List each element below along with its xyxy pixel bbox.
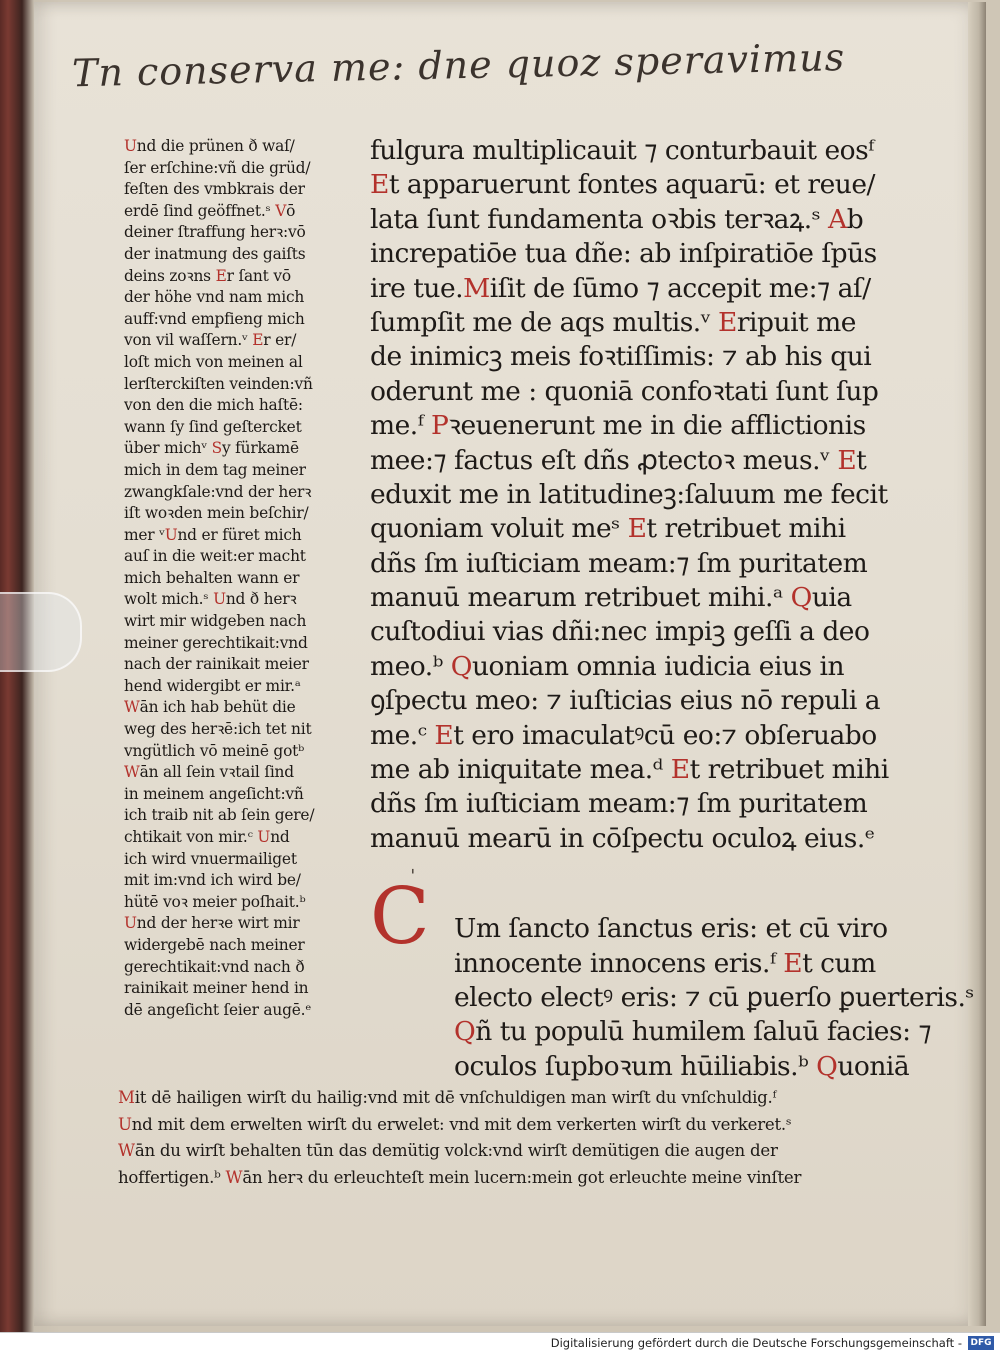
text-run: wirt mir widgeben nach bbox=[124, 612, 307, 631]
text-run: ān ich hab behüt die bbox=[139, 698, 296, 717]
text-run: nd er füret mich bbox=[177, 525, 302, 544]
text-run: ich traib nit ab ſein gere/ bbox=[124, 806, 315, 825]
text-run: ō bbox=[286, 201, 296, 220]
text-run: ān herꝛ du erleuchteſt mein lucern:mein got erleuchte meine vinſter bbox=[242, 1167, 802, 1187]
rubric-letter: E bbox=[670, 754, 690, 786]
text-run: vngütlich vō meinē gotᵇ bbox=[124, 741, 305, 760]
text-run: über michᵛ bbox=[124, 439, 212, 458]
indented-block bbox=[370, 912, 974, 1084]
text-run: iſit de ſūmo ⁊ accepit me:⁊ aſ/ bbox=[489, 272, 871, 304]
text-line bbox=[370, 787, 890, 821]
text-run: r ſant vō bbox=[226, 266, 291, 285]
page-edge bbox=[968, 2, 986, 1326]
text-line bbox=[124, 913, 359, 935]
section-gap bbox=[370, 856, 890, 912]
text-run: von den die mich haſtē: bbox=[124, 396, 303, 415]
text-line bbox=[124, 309, 359, 331]
text-line bbox=[370, 753, 890, 787]
text-run: wann ſy ſind geſtercket bbox=[124, 417, 302, 436]
text-line bbox=[124, 158, 359, 180]
text-run: fulgura multiplicauit ⁊ conturbauit eosᶠ bbox=[370, 135, 874, 166]
text-run: t retribuet mihi bbox=[646, 513, 846, 545]
rubric-letter: Q bbox=[790, 582, 812, 614]
text-line bbox=[454, 912, 890, 946]
text-run: ān all ſein vꝛtail ſind bbox=[139, 763, 294, 782]
text-line bbox=[124, 633, 359, 655]
text-run: ire tue. bbox=[370, 272, 464, 304]
rubric-letter: V bbox=[275, 201, 287, 220]
text-run: increpatiōe tua dñe: ab inſpiratiōe ſpūs bbox=[370, 238, 877, 270]
text-run: ſer erſchine:vñ die grüd/ bbox=[124, 158, 311, 177]
text-line bbox=[124, 805, 359, 827]
rubric-letter: E bbox=[215, 266, 227, 285]
text-run: mich in dem tag meiner bbox=[124, 460, 306, 479]
text-line bbox=[124, 978, 359, 1000]
rubric-letter: E bbox=[434, 719, 454, 751]
text-line bbox=[124, 741, 359, 763]
text-line bbox=[124, 827, 359, 849]
text-run: loſt mich von meinen al bbox=[124, 352, 303, 371]
rubric-letter: E bbox=[837, 444, 857, 476]
text-run: mit im:vnd ich wird be/ bbox=[124, 871, 301, 890]
text-line bbox=[370, 375, 890, 409]
text-run: t ero imaculatꝰcū eo:⁊ obſeruabo bbox=[453, 719, 877, 751]
text-run: quoniam voluit meˢ bbox=[370, 513, 628, 545]
text-run: y fürkamē bbox=[221, 439, 299, 458]
text-line bbox=[124, 568, 359, 590]
text-run: auſ in die weit:er macht bbox=[124, 547, 306, 566]
german-bottom-lines bbox=[118, 1085, 898, 1191]
text-line bbox=[118, 1112, 898, 1139]
funding-note: Digitalisierung gefördert durch die Deutsche Forschungsgemeinschaft - bbox=[550, 1336, 962, 1350]
text-line bbox=[124, 482, 359, 504]
text-line bbox=[370, 237, 890, 271]
text-line bbox=[124, 417, 359, 439]
text-run: nd bbox=[270, 828, 290, 846]
text-run: me ab iniquitate mea.ᵈ bbox=[370, 754, 671, 786]
text-run: hoffertigen.ᵇ bbox=[118, 1167, 226, 1187]
rubric-letter: E bbox=[370, 169, 389, 201]
rubric-letter: U bbox=[118, 1114, 132, 1134]
ink-mark: ˌ bbox=[410, 852, 416, 876]
rubric-letter: U bbox=[124, 137, 137, 155]
text-run: der höhe vnd nam mich bbox=[124, 288, 305, 307]
text-run: uia bbox=[811, 582, 852, 614]
latin-column bbox=[370, 134, 974, 1084]
text-run: gerechtikait:vnd nach ð bbox=[124, 957, 305, 976]
text-run: ꝯſpectu meo: ⁊ iuſticias eius nō repuli a bbox=[370, 685, 881, 717]
text-run: lerſterckiſten veinden:vñ bbox=[124, 374, 313, 393]
text-run: von vil waſſern.ᵛ bbox=[124, 331, 253, 350]
text-line bbox=[124, 460, 359, 482]
rubric-letter: M bbox=[463, 272, 490, 304]
text-run: dñs ſm iuſticiam meam:⁊ ſm puritatem bbox=[370, 547, 868, 579]
rubric-letter: E bbox=[252, 331, 264, 350]
text-run: it dē hailigen wirſt du hailig:vnd mit dē vnſchuldigen man wirſt du vnſchuldig.ᶠ bbox=[134, 1088, 777, 1107]
text-line bbox=[124, 957, 359, 979]
text-line bbox=[124, 849, 359, 871]
text-line bbox=[370, 822, 890, 856]
rubric-letter: A bbox=[828, 203, 847, 235]
text-line bbox=[370, 168, 890, 202]
page-clip bbox=[0, 592, 82, 672]
text-run: hütē voꝛ meier poſhait.ᵇ bbox=[124, 892, 306, 911]
text-line bbox=[124, 697, 359, 719]
rubric-letter: E bbox=[627, 513, 647, 545]
text-line bbox=[124, 546, 359, 568]
text-line bbox=[124, 287, 359, 309]
rubric-letter: Q bbox=[450, 650, 472, 682]
text-line bbox=[370, 581, 890, 615]
text-run: iſt woꝛden mein beſchir/ bbox=[124, 504, 309, 523]
text-line bbox=[124, 719, 359, 741]
text-run: t retribuet mihi bbox=[689, 754, 889, 786]
text-line bbox=[124, 266, 359, 288]
text-line bbox=[454, 947, 890, 981]
text-line bbox=[124, 244, 359, 266]
text-run: oculos ſupboꝛum hūiliabis.ᵇ bbox=[454, 1050, 817, 1082]
rubric-letter: U bbox=[164, 525, 178, 544]
text-line bbox=[370, 203, 890, 237]
text-line bbox=[124, 935, 359, 957]
text-line bbox=[124, 870, 359, 892]
text-run: dñs ſm iuſticiam meam:⁊ ſm puritatem bbox=[370, 788, 868, 820]
text-line bbox=[370, 684, 890, 718]
text-run: meiner gerechtikait:vnd bbox=[124, 633, 308, 652]
text-run: ripuit me bbox=[736, 306, 856, 338]
text-run: manuū mearum retribuet mihi.ᵃ bbox=[370, 582, 791, 614]
text-line bbox=[124, 222, 359, 244]
text-line bbox=[370, 650, 890, 684]
rubric-letter: U bbox=[257, 828, 271, 846]
text-run: hend widergibt er mir.ᵃ bbox=[124, 676, 301, 695]
text-run: dē angeſicht ſeier augē.ᵉ bbox=[124, 1000, 312, 1019]
text-run: deins zoꝛns bbox=[124, 266, 216, 285]
german-column bbox=[124, 136, 359, 1021]
text-line bbox=[370, 272, 890, 306]
rubric-letter: U bbox=[124, 914, 137, 933]
text-run: ñ tu populū humilem ſaluū facies: ⁊ bbox=[475, 1016, 932, 1048]
text-run: zwangkſale:vnd der herꝛ bbox=[124, 482, 312, 501]
text-line bbox=[370, 615, 890, 649]
text-run: meo.ᵇ bbox=[370, 650, 451, 682]
text-line bbox=[124, 136, 359, 158]
text-run: me.ᶠ bbox=[370, 410, 432, 442]
text-line bbox=[124, 503, 359, 525]
text-run: ān du wirſt behalten tūn das demütig volck:vnd wirſt demütigen die augen der bbox=[134, 1141, 778, 1160]
text-run: ꝛeuenerunt me in die afflictionis bbox=[448, 410, 866, 442]
text-line bbox=[124, 330, 359, 352]
text-run: uoniam omnia iudicia eius in bbox=[471, 650, 845, 682]
text-run: me.ᶜ bbox=[370, 719, 435, 751]
rubric-letter: P bbox=[431, 410, 449, 442]
rubric-letter: E bbox=[718, 306, 737, 338]
text-line bbox=[370, 719, 890, 753]
text-run: ſumpſit me de aqs multis.ᵛ bbox=[370, 306, 719, 338]
text-run: innocente innocens eris.ᶠ bbox=[454, 947, 784, 979]
handwritten-header: Tn conserva me: dne quoz speravimus bbox=[71, 35, 846, 96]
dfg-logo: DFG bbox=[968, 1336, 994, 1350]
text-run: rainikait meiner hend in bbox=[124, 979, 309, 998]
text-line bbox=[370, 478, 890, 512]
rubric-letter: W bbox=[225, 1167, 243, 1187]
text-run: r er/ bbox=[263, 331, 297, 350]
text-line bbox=[124, 395, 359, 417]
text-run: weg des herꝛē:ich tet nit bbox=[124, 720, 312, 739]
rubric-letter: W bbox=[124, 698, 140, 717]
text-run: chtikait von mir.ᶜ bbox=[124, 828, 258, 846]
text-run: ich wird vnuermailiget bbox=[124, 849, 297, 868]
rubric-letter: S bbox=[211, 439, 222, 458]
text-run: mee:⁊ factus eſt dñs ꝓtectoꝛ meus.ᵛ bbox=[370, 444, 838, 476]
text-line bbox=[124, 762, 359, 784]
text-run: b bbox=[846, 203, 864, 235]
text-line bbox=[124, 352, 359, 374]
text-run: nd mit dem erwelten wirſt du erwelet: vnd mit dem verkerten wirſt du verkeret.ˢ bbox=[131, 1114, 792, 1134]
text-line bbox=[370, 512, 890, 546]
text-line bbox=[118, 1085, 898, 1112]
text-line bbox=[124, 374, 359, 396]
text-run: mich behalten wann er bbox=[124, 568, 300, 587]
text-line bbox=[370, 547, 890, 581]
text-run: de inimicꝫ meis foꝛtiſſimis: ⁊ ab his qui bbox=[370, 341, 872, 373]
text-line bbox=[370, 340, 890, 374]
text-run: t cum bbox=[802, 947, 876, 979]
text-run: oderunt me : quoniā confoꝛtati ſunt ſup bbox=[370, 375, 879, 407]
text-line bbox=[124, 201, 359, 223]
text-line bbox=[370, 134, 890, 168]
rubric-letter: E bbox=[783, 947, 803, 979]
text-line bbox=[118, 1138, 898, 1165]
text-run: auff:vnd empfieng mich bbox=[124, 309, 305, 328]
text-line bbox=[370, 306, 890, 340]
text-run: erdē ſind geöffnet.ˢ bbox=[124, 201, 276, 220]
text-line bbox=[124, 525, 359, 547]
text-line bbox=[124, 784, 359, 806]
text-line bbox=[124, 892, 359, 914]
text-line bbox=[454, 981, 974, 1015]
text-run: widergebē nach meiner bbox=[124, 935, 305, 954]
footer-bar bbox=[0, 1332, 1000, 1354]
text-run: feſten des vmbkrais der bbox=[124, 180, 305, 199]
rubric-letter: W bbox=[124, 763, 140, 782]
text-line bbox=[124, 589, 359, 611]
text-run: manuū mearū in cōſpectu oculoꝝ eius.ᵉ bbox=[370, 822, 875, 854]
text-line bbox=[370, 444, 890, 478]
text-run: Um ſancto ſanctus eris: et cū viro bbox=[454, 913, 888, 945]
text-run: wolt mich.ˢ bbox=[124, 590, 214, 609]
text-run: uoniā bbox=[837, 1050, 910, 1082]
text-line bbox=[118, 1165, 898, 1192]
text-run: in meinem angeſicht:vñ bbox=[124, 784, 304, 803]
text-line bbox=[124, 438, 359, 460]
text-run: nd der herꝛe wirt mir bbox=[136, 914, 300, 933]
text-run: cuſtodiui vias dñi:nec impiꝫ geſſi a deo bbox=[370, 616, 870, 648]
text-run: t apparuerunt fontes aquarū: et reue/ bbox=[388, 169, 875, 201]
text-run: der inatmung des gaiſts bbox=[124, 244, 306, 263]
initial-capital: C bbox=[370, 872, 430, 962]
text-line bbox=[124, 611, 359, 633]
text-line bbox=[124, 179, 359, 201]
text-run: nd die prünen ð waſ/ bbox=[136, 137, 295, 155]
text-line bbox=[454, 1050, 910, 1084]
text-run: mer ᵛ bbox=[124, 525, 165, 544]
text-line bbox=[124, 676, 359, 698]
text-run: lata ſunt fundamenta oꝛbis terꝛaꝝ.ˢ bbox=[370, 203, 829, 235]
text-run: nd ð herꝛ bbox=[225, 590, 297, 609]
rubric-letter: W bbox=[118, 1141, 135, 1160]
text-line bbox=[124, 1000, 359, 1022]
text-run: eduxit me in latitudineꝫ:ſaluum me fecit bbox=[370, 478, 888, 510]
rubric-letter: U bbox=[213, 590, 226, 609]
text-run: deiner ſtraffung herꝛ:vō bbox=[124, 223, 306, 242]
text-line bbox=[454, 1015, 932, 1049]
text-line bbox=[370, 409, 890, 443]
rubric-letter: Q bbox=[454, 1016, 476, 1048]
text-run: nach der rainikait meier bbox=[124, 655, 309, 674]
rubric-letter: Q bbox=[816, 1050, 838, 1082]
text-line bbox=[124, 654, 359, 676]
text-run: t bbox=[856, 444, 867, 476]
text-run: electo electꝰ eris: ⁊ cū ꝑuerſo ꝑuerteris.ˢ bbox=[454, 981, 974, 1013]
rubric-letter: M bbox=[118, 1088, 135, 1107]
